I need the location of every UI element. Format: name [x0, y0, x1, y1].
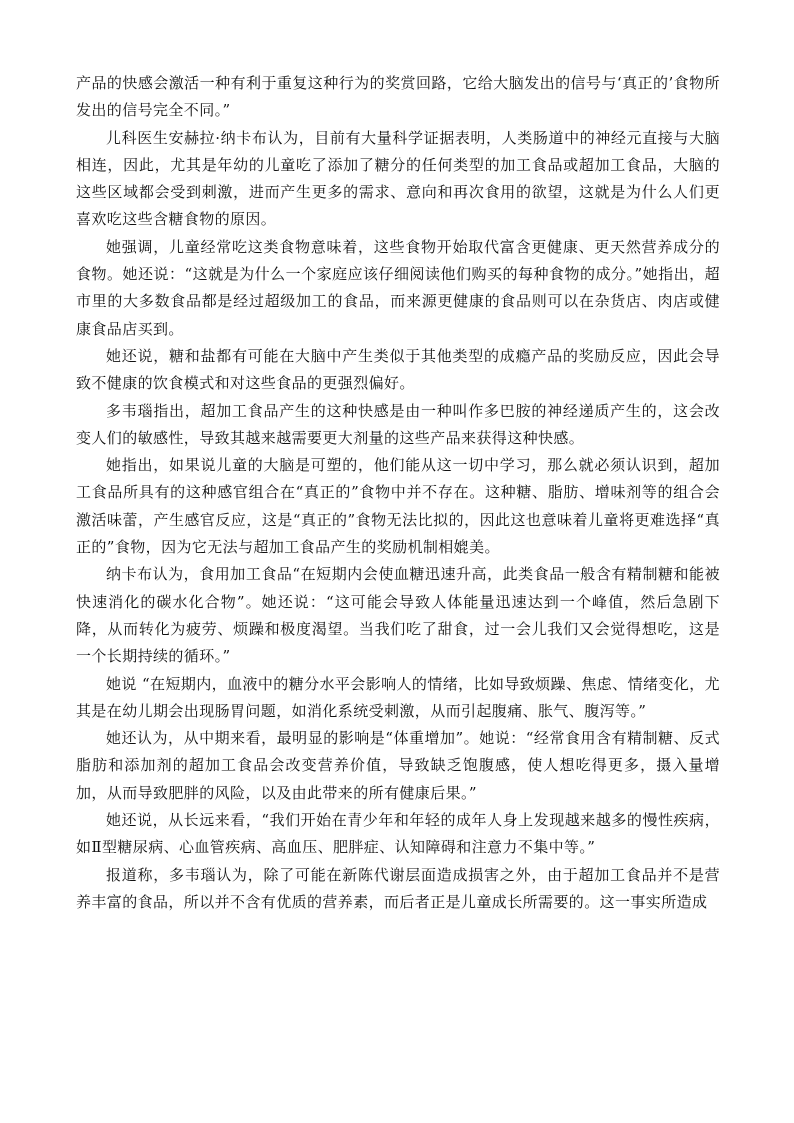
article-body: [76, 70, 720, 916]
paragraph-4: 她还说，糖和盐都有可能在大脑中产生类似于其他类型的成瘾产品的奖励反应，因此会导致不健康的饮食模式和对这些食品的更强烈偏好。: [76, 346, 720, 393]
paragraph-7: 纳卡布认为，食用加工食品“在短期内会使血糖迅速升高，此类食品一般含有精制糖和能被快速消化的碳水化合物”。她还说：“这可能会导致人体能量迅速达到一个峰值，然后急剧下降，从而转化为疲劳、烦躁和极度渴望。当我们吃了甜食，过一会儿我们又会觉得想吃，这是一个长期持续的循环。”: [76, 565, 720, 666]
paragraph-5: 多韦瑙指出，超加工食品产生的这种快感是由一种叫作多巴胺的神经递质产生的，这会改变人们的敏感性，导致其越来越需要更大剂量的这些产品来获得这种快感。: [76, 401, 720, 447]
paragraph-2: 儿科医生安赫拉·纳卡布认为，目前有大量科学证据表明，人类肠道中的神经元直接与大脑相连，因此，尤其是年幼的儿童吃了添加了糖分的任何类型的加工食品或超加工食品，大脑的这些区域都会受到刺激，进而产生更多的需求、意向和再次食用的欲望，这就是为什么人们更喜欢吃这些含糖食物的原因。: [76, 128, 720, 229]
paragraph-9: 她还认为，从中期来看，最明显的影响是“体重增加”。她说：“经常食用含有精制糖、反式脂肪和添加剂的超加工食品会改变营养价值，导致缺乏饱腹感，使人想吃得更多，摄入量增加，从而导致肥胖的风险，以及由此带来的所有健康后果。”: [76, 729, 720, 802]
paragraph-11: 报道称，多韦瑙认为，除了可能在新陈代谢层面造成损害之外，由于超加工食品并不是营养丰富的食品，所以并不含有优质的营养素，而后者正是儿童成长所需要的。这一事实所造成: [76, 865, 720, 911]
paragraph-3: 她强调，儿童经常吃这类食物意味着，这些食物开始取代富含更健康、更天然营养成分的食物。她还说：“这就是为什么一个家庭应该仔细阅读他们购买的每种食物的成分。”她指出，超市里的大多数食品都是经过超级加工的食品，而来源更健康的食品则可以在杂货店、肉店或健康食品店买到。: [76, 237, 720, 338]
paragraph-10: 她还说，从长远来看，“我们开始在青少年和年轻的成年人身上发现越来越多的慢性疾病，如Ⅱ型糖尿病、心血管疾病、高血压、肥胖症、认知障碍和注意力不集中等。”: [76, 811, 720, 857]
paragraph-8: 她说 “在短期内，血液中的糖分水平会影响人的情绪，比如导致烦躁、焦虑、情绪变化，尤其是在幼儿期会出现肠胃问题，如消化系统受刺激，从而引起腹痛、胀气、腹泻等。”: [76, 674, 720, 720]
paragraph-1: 产品的快感会激活一种有利于重复这种行为的奖赏回路，它给大脑发出的信号与‘真正的’食物所发出的信号完全不同。”: [76, 74, 720, 120]
paragraph-6: 她指出，如果说儿童的大脑是可塑的，他们能从这一切中学习，那么就必须认识到，超加工食品所具有的这种感官组合在“真正的”食物中并不存在。这种糖、脂肪、增味剂等的组合会激活味蕾，产生感官反应，这是“真正的”食物无法比拟的，因此这也意味着儿童将更难选择“真正的”食物，因为它无法与超加工食品产生的奖励机制相媲美。: [76, 456, 720, 557]
